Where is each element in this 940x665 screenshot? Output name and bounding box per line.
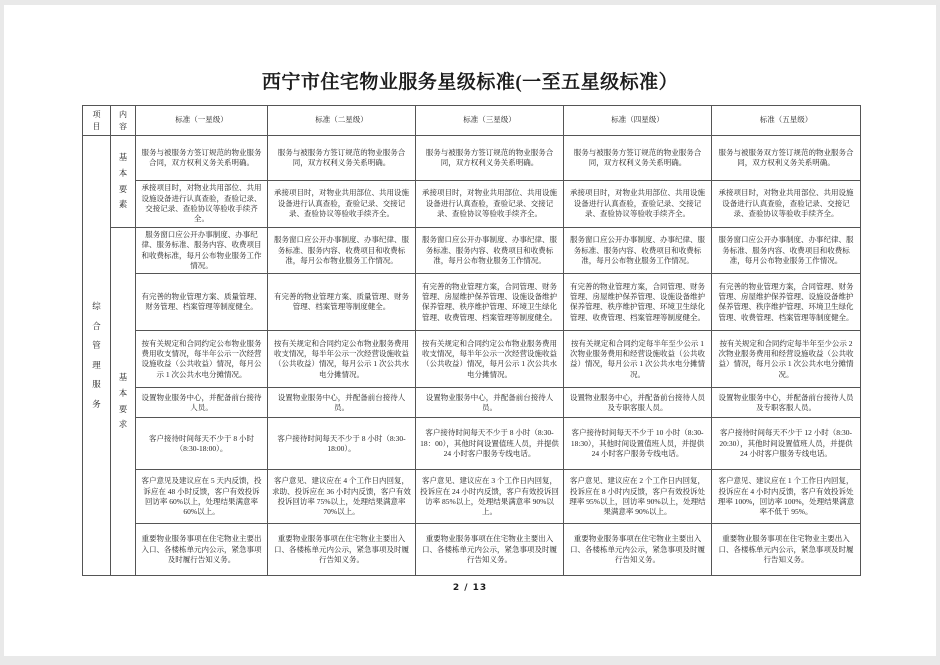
cell-r5-star1: 按有关规定和合同约定公布物业服务费用收支情况，每半年公示一次经营设施收益（公共收益）情况，每月公示 1 次公共水电分摊情况。 [136, 331, 268, 388]
cell-r5-star4: 按有关规定和合同约定每半年至少公示 1 次物业服务费用和经营设施收益（公共收益）情况，每月公示 1 次公共水电分摊情况。 [564, 331, 712, 388]
table-row [83, 274, 861, 331]
col-header-star4: 标准（四星级） [564, 106, 712, 136]
table-row [83, 136, 861, 181]
cell-r8-star3: 客户意见、建议应在 3 个工作日内回复，投诉应在 24 小时内反馈，客户有效投诉回访率 85%以上，处理结果满意率 90%以上。 [416, 470, 564, 524]
cell-r3-star3: 服务窗口应公开办事制度、办事纪律、服务标准、服务内容、收费项目和收费标准，每月公布物业服务工作情况。 [416, 228, 564, 274]
cell-r1-star4: 服务与被服务方签订规范的物业服务合同，双方权利义务关系明确。 [564, 136, 712, 181]
cell-r1-star3: 服务与被服务方签订规范的物业服务合同，双方权利义务关系明确。 [416, 136, 564, 181]
cell-r4-star3: 有完善的物业管理方案，合同管理、财务管理、房屋维护保养管理、设施设备维护保养管理、秩序维护管理、环境卫生绿化管理、收费管理、档案管理等制度健全。 [416, 274, 564, 331]
cell-r8-star5: 客户意见、建议应在 1 个工作日内回复，投诉应在 4 小时内反馈，客户有效投诉处理率 100%，回访率 100%，处理结果满意率不低于 95%。 [712, 470, 861, 524]
table-row [83, 181, 861, 228]
page-title: 西宁市住宅物业服务星级标准(一至五星级标准） [261, 72, 679, 93]
cell-r5-star2: 按有关规定和合同约定公布物业服务费用收支情况，每半年公示一次经营设施收益（公共收益）情况，每月公示 1 次公共水电分摊情况。 [268, 331, 416, 388]
project-group-cell [83, 136, 111, 576]
cell-r3-star5: 服务窗口应公开办事制度、办事纪律、服务标准、服务内容、收费项目和收费标准，每月公布物业服务工作情况。 [712, 228, 861, 274]
table-row [83, 418, 861, 470]
cell-r8-star2: 客户意见、建议应在 4 个工作日内回复，求助、投诉应在 36 小时内反馈，客户有效投诉回访率 75%以上，处理结果满意率 70%以上。 [268, 470, 416, 524]
cell-r9-star3: 重要物业服务事项在住宅物业主要出入口、各楼栋单元内公示，紧急事项及时履行告知义务。 [416, 524, 564, 576]
cell-r8-star1: 客户意见及建议应在 5 天内反馈，投诉应在 48 小时反馈，客户有效投诉回访率 60%以上，处理结果满意率 60%以上。 [136, 470, 268, 524]
col-header-star2: 标准（二星级） [268, 106, 416, 136]
cell-r8-star4: 客户意见、建议应在 2 个工作日内回复，投诉应在 8 小时内反馈，客户有效投诉处理率 95%以上，回访率 90%以上，处理结果满意率 90%以上。 [564, 470, 712, 524]
content-group-basic-requirements-label: 基本要求 [118, 372, 128, 430]
cell-r4-star2: 有完善的物业管理方案、质量管理、财务管理、档案管理等制度健全。 [268, 274, 416, 331]
cell-r7-star3: 客户接待时间每天不少于 8 小时（8:30-18：00），其他时间设置值班人员，并提供 24 小时客户服务专线电话。 [416, 418, 564, 470]
cell-r6-star2: 设置物业服务中心，并配备前台接待人员。 [268, 388, 416, 418]
cell-r5-star5: 按有关规定和合同约定每半年至少公示 2 次物业服务费用和经营设施收益（公共收益）情况，每月公示 1 次公共水电分摊情况。 [712, 331, 861, 388]
col-header-star1: 标准（一星级） [136, 106, 268, 136]
table-row [83, 470, 861, 524]
cell-r6-star4: 设置物业服务中心，并配备前台接待人员及专职客服人员。 [564, 388, 712, 418]
document-page [4, 5, 936, 656]
cell-r4-star4: 有完善的物业管理方案，合同管理、财务管理、房屋维护保养管理、设施设备维护保养管理、秩序维护管理、环境卫生绿化管理、收费管理、档案管理等制度健全。 [564, 274, 712, 331]
cell-r2-star4: 承接项目时，对物业共用部位、共用设施设备进行认真查验，查验记录、交接记录、查验协议等验收手续齐全。 [564, 181, 712, 228]
cell-r5-star3: 按有关规定和合同约定公布物业服务费用收支情况，每半年公示一次经营设施收益（公共收益）情况，每月公示 1 次公共水电分摊情况。 [416, 331, 564, 388]
cell-r2-star1: 承接项目时，对物业共用部位、共用设施设备进行认真查验，查验记录、交接记录、查验协议等验收手续齐全。 [136, 181, 268, 228]
col-header-project-label: 项目 [92, 109, 101, 131]
table-row [83, 388, 861, 418]
cell-r3-star2: 服务窗口应公开办事制度、办事纪律、服务标准、服务内容、收费项目和收费标准，每月公布物业服务工作情况。 [268, 228, 416, 274]
content-group-basic-elements-label: 基本要素 [118, 152, 128, 210]
cell-r6-star1: 设置物业服务中心，并配备前台接待人员。 [136, 388, 268, 418]
table-row [83, 524, 861, 576]
col-header-project [83, 106, 111, 136]
cell-r7-star5: 客户接待时间每天不少于 12 小时（8:30-20:30），其他时间设置值班人员，并提供 24 小时客户服务专线电话。 [712, 418, 861, 470]
col-header-star5: 标准（五星级） [712, 106, 861, 136]
cell-r7-star1: 客户接待时间每天不少于 8 小时（8:30-18:00）。 [136, 418, 268, 470]
cell-r7-star4: 客户接待时间每天不少于 10 小时（8:30-18:30），其他时间设置值班人员，并提供 24 小时客户服务专线电话。 [564, 418, 712, 470]
cell-r9-star1: 重要物业服务事项在住宅物业主要出入口、各楼栋单元内公示，紧急事项及时履行告知义务。 [136, 524, 268, 576]
cell-r1-star5: 服务与被服务双方签订规范的物业服务合同，双方权利义务关系明确。 [712, 136, 861, 181]
standards-table [82, 105, 861, 576]
table-row [83, 331, 861, 388]
col-header-star3: 标准（三星级） [416, 106, 564, 136]
col-header-content-label: 内容 [119, 109, 127, 131]
project-group-label: 综合管理服务 [92, 301, 101, 409]
cell-r2-star5: 承接项目时，对物业共用部位、共用设施设备进行认真查验，查验记录、交接记录、查验协议等验收手续齐全。 [712, 181, 861, 228]
cell-r3-star1: 服务窗口应公开办事制度、办事纪律、服务标准、服务内容、收费项目和收费标准，每月公布物业服务工作情况。 [136, 228, 268, 274]
table-row [83, 228, 861, 274]
content-group-basic-elements [111, 136, 136, 228]
cell-r6-star3: 设置物业服务中心，并配备前台接待人员。 [416, 388, 564, 418]
cell-r3-star4: 服务窗口应公开办事制度、办事纪律、服务标准、服务内容、收费项目和收费标准，每月公布物业服务工作情况。 [564, 228, 712, 274]
cell-r6-star5: 设置物业服务中心，并配备前台接待人员及专职客服人员。 [712, 388, 861, 418]
cell-r4-star1: 有完善的物业管理方案、质量管理、财务管理、档案管理等制度健全。 [136, 274, 268, 331]
cell-r9-star2: 重要物业服务事项在住宅物业主要出入口、各楼栋单元内公示，紧急事项及时履行告知义务。 [268, 524, 416, 576]
cell-r2-star3: 承接项目时，对物业共用部位、共用设施设备进行认真查验，查验记录、交接记录、查验协议等验收手续齐全。 [416, 181, 564, 228]
cell-r9-star4: 重要物业服务事项在住宅物业主要出入口、各楼栋单元内公示，紧急事项及时履行告知义务。 [564, 524, 712, 576]
cell-r2-star2: 承接项目时，对物业共用部位、共用设施设备进行认真查验，查验记录、交接记录、查验协议等验收手续齐全。 [268, 181, 416, 228]
cell-r4-star5: 有完善的物业管理方案，合同管理、财务管理、房屋维护保养管理、设施设备维护保养管理、秩序维护管理、环境卫生绿化管理、收费管理、档案管理等制度健全。 [712, 274, 861, 331]
cell-r9-star5: 重要物业服务事项在住宅物业主要出入口、各楼栋单元内公示，紧急事项及时履行告知义务。 [712, 524, 861, 576]
cell-r7-star2: 客户接待时间每天不少于 8 小时（8:30-18:00）。 [268, 418, 416, 470]
col-header-content [111, 106, 136, 136]
page-number: 2 / 13 [452, 583, 488, 593]
cell-r1-star2: 服务与被服务方签订规范的物业服务合同，双方权利义务关系明确。 [268, 136, 416, 181]
content-group-basic-requirements [111, 228, 136, 576]
cell-r1-star1: 服务与被服务方签订规范的物业服务合同，双方权利义务关系明确。 [136, 136, 268, 181]
